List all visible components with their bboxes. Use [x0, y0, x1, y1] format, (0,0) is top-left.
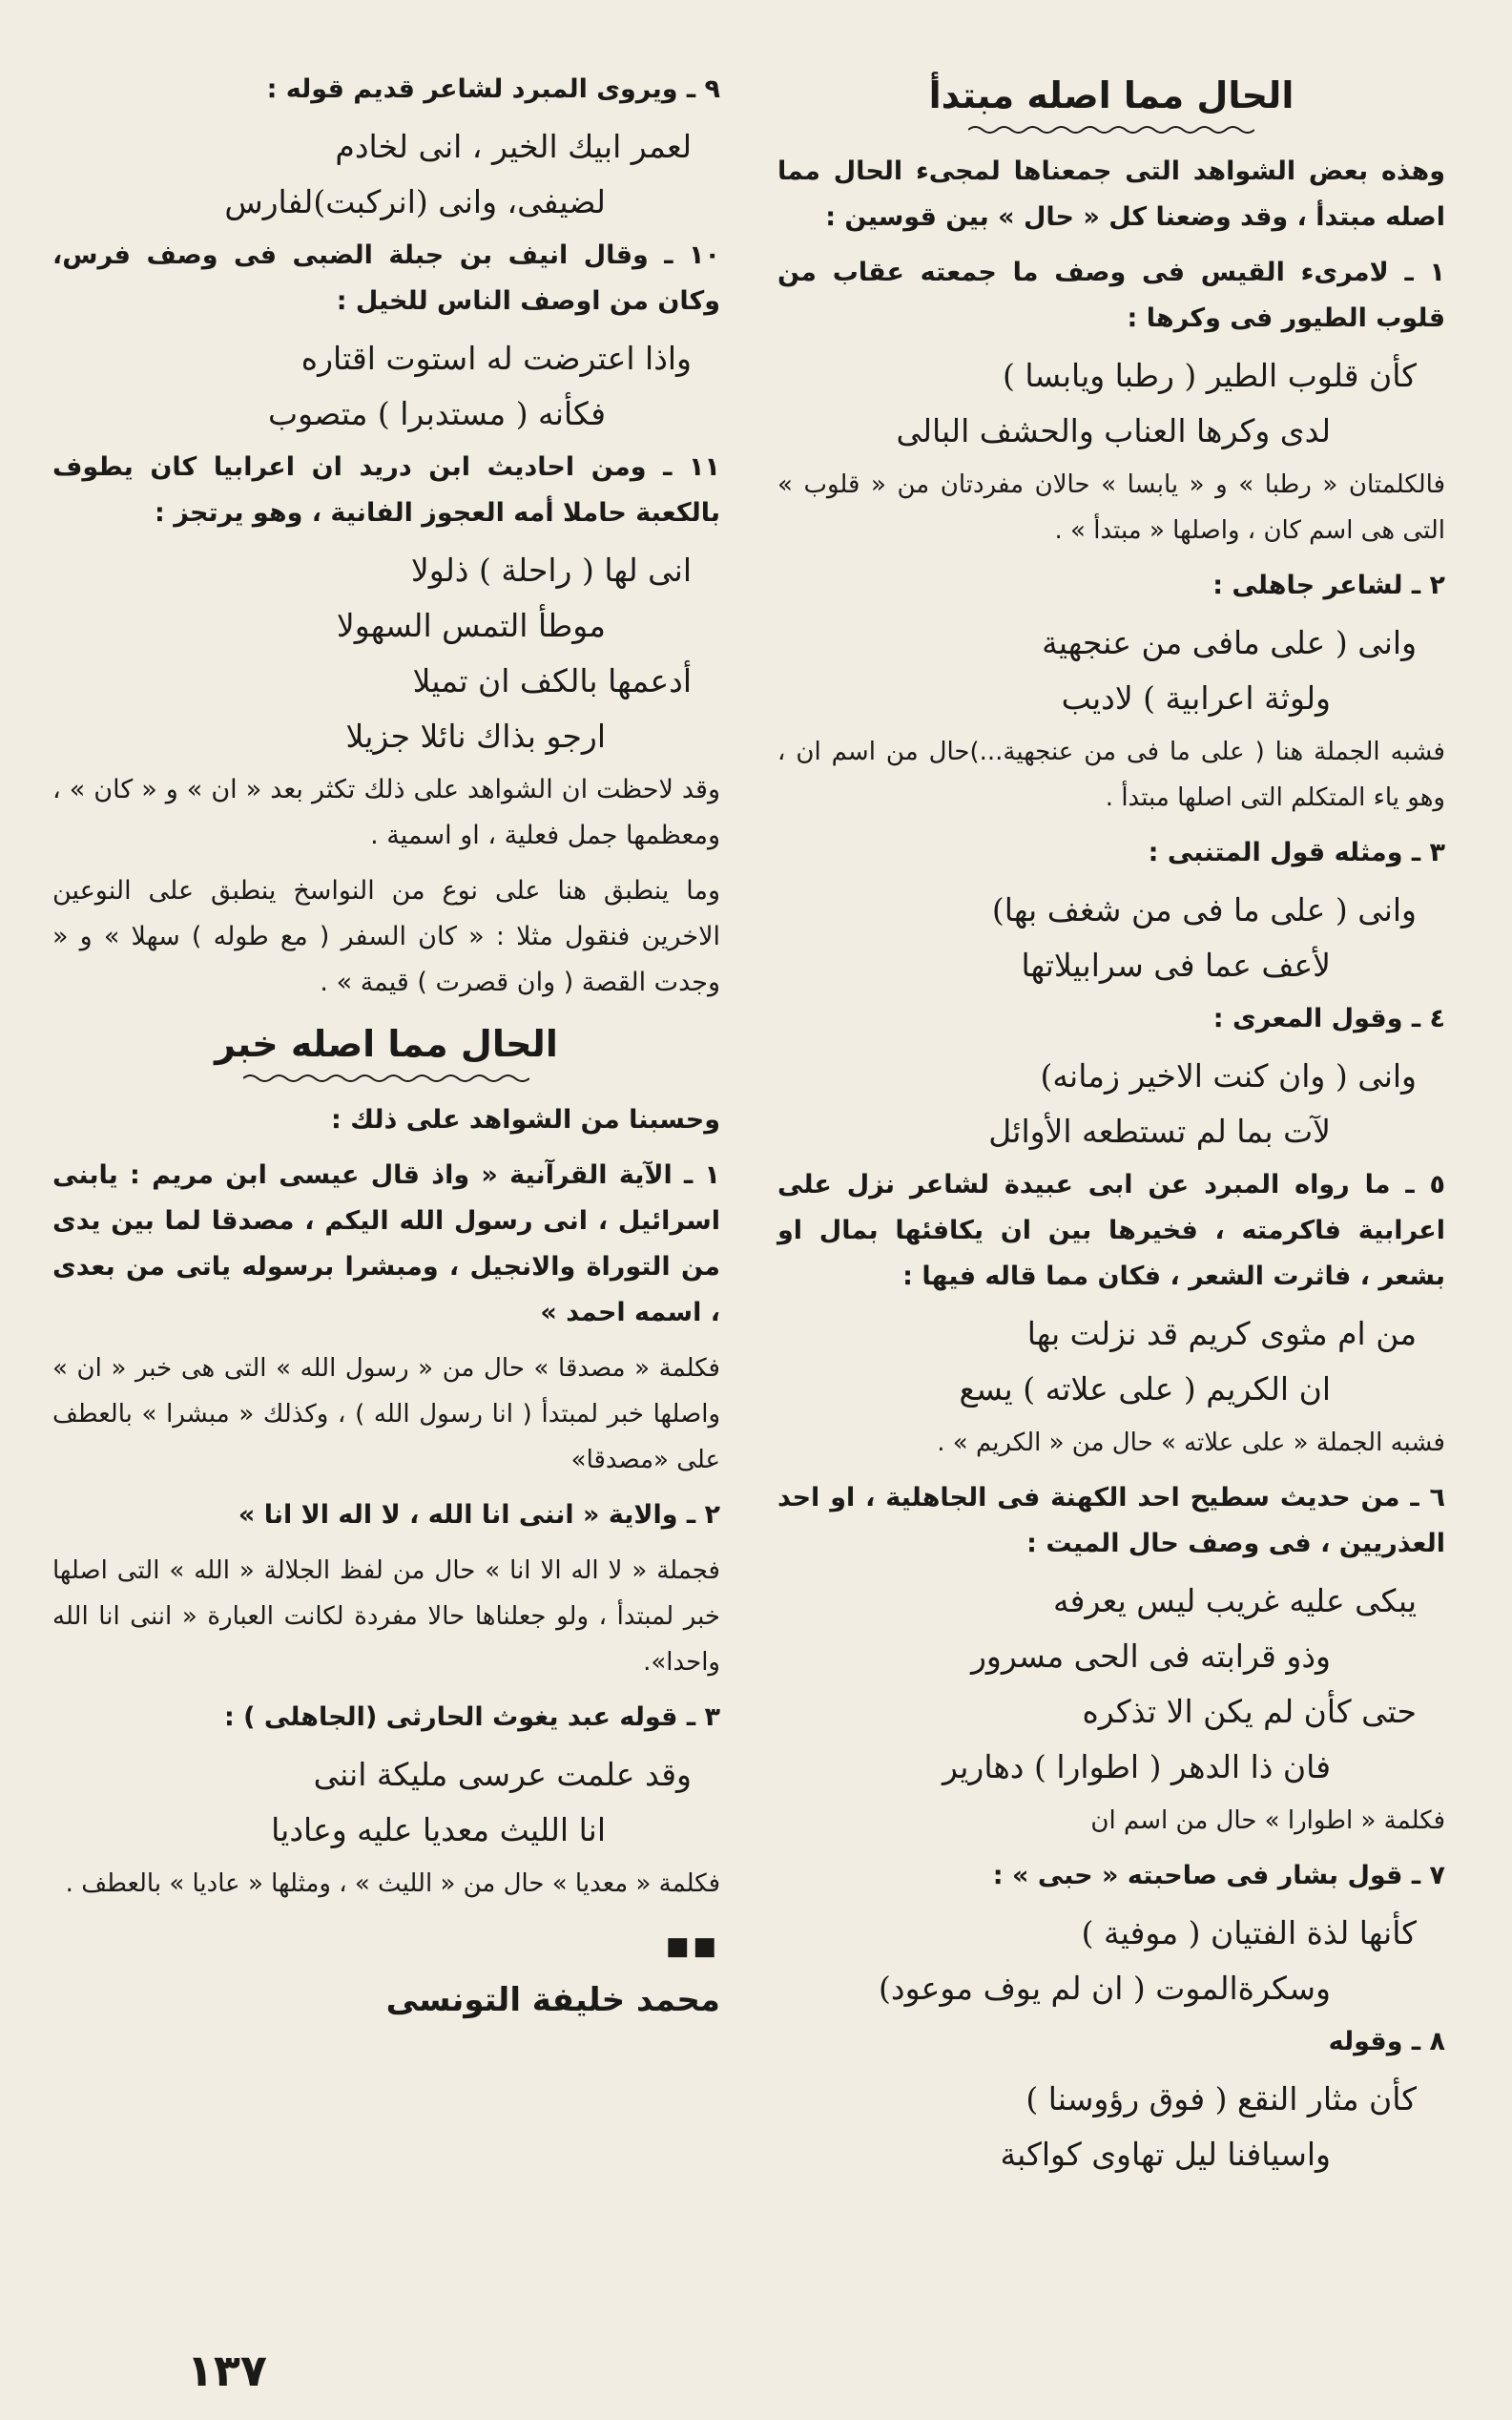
- example-item: [777, 1162, 1445, 1466]
- right-items: [777, 250, 1445, 2180]
- verse-line: لدى وكرها العناب والحشف البالى: [896, 412, 1331, 449]
- left-items-khabar: [52, 1153, 720, 1907]
- verse-line: موطأ التمس السهولا: [336, 607, 606, 644]
- example-item: [52, 233, 720, 439]
- example-item: [777, 996, 1445, 1157]
- page-number: ١٣٧: [186, 2345, 267, 2396]
- example-item: [52, 67, 720, 227]
- right-column: [777, 67, 1445, 2185]
- intro2-paragraph: وحسبنا من الشواهد على ذلك :: [331, 1105, 720, 1135]
- verse-line: واذا اعترضت له استوت اقتاره: [300, 340, 692, 377]
- example-lead: ١ ـ الآية القرآنية « واذ قال عيسى ابن مريم : يابنى اسرائيل ، انى رسول الله اليكم ، مصدقا لما بين يدى من التوراة والانجيل ، ومبشرا برسوله ياتى من بعدى ، اسمه احمد »: [52, 1160, 720, 1327]
- verse-line: كأن مثار النقع ( فوق رؤوسنا ): [1025, 2080, 1417, 2118]
- section-title-khabar: الحال مما اصله خبر: [215, 1023, 558, 1065]
- example-item: [777, 2019, 1445, 2180]
- verse-line: فكأنه ( مستدبرا ) متصوب: [268, 395, 606, 432]
- verse-line: كأن قلوب الطير ( رطبا ويابسا ): [1002, 357, 1417, 394]
- example-lead: ٧ ـ قول بشار فى صاحبته « حبى » :: [992, 1861, 1445, 1890]
- example-lead: ٢ ـ لشاعر جاهلى :: [1212, 571, 1445, 600]
- verse-line: وذو قرابته فى الحى مسرور: [970, 1638, 1331, 1675]
- example-lead: ٦ ـ من حديث سطيح احد الكهنة فى الجاهلية ، او احد العذريين ، فى وصف حال الميت :: [777, 1483, 1445, 1558]
- intro-paragraph: وهذه بعض الشواهد التى جمعناها لمجىء الحال مما اصله مبتدأ ، وقد وضعنا كل « حال » بين قوسين :: [777, 156, 1445, 232]
- verse-line: وسكرةالموت ( ان لم يوف موعود): [879, 1970, 1331, 2007]
- example-lead: ٢ ـ والاية « اننى انا الله ، لا اله الا انا »: [238, 1500, 720, 1530]
- example-lead: ١ ـ لامرىء القيس فى وصف ما جمعته عقاب من قلوب الطيور فى وكرها :: [777, 258, 1445, 333]
- example-note: فكلمة « معديا » حال من « الليث » ، ومثلها « عاديا » بالعطف .: [65, 1869, 720, 1898]
- example-item: [52, 445, 720, 761]
- example-lead: ١٠ ـ وقال انيف بن جبلة الضبى فى وصف فرس، وكان من اوصف الناس للخيل :: [52, 240, 720, 316]
- verse-line: وقد علمت عرسى مليكة اننى: [313, 1756, 692, 1793]
- example-lead: ٣ ـ ومثله قول المتنبى :: [1148, 838, 1445, 867]
- verse-line: انا الليث معديا عليه وعاديا: [271, 1811, 606, 1848]
- verse-line: كأنها لذة الفتيان ( موفية ): [1081, 1914, 1417, 1951]
- example-item: [777, 830, 1445, 991]
- example-note: فالكلمتان « رطبا » و « يابسا » حالان مفردتان من « قلوب » التى هى اسم كان ، واصلها « مبتدأ » .: [777, 470, 1445, 545]
- verse-line: أدعمها بالكف ان تميلا: [412, 662, 692, 699]
- observation-paragraph: وقد لاحظت ان الشواهد على ذلك تكثر بعد « ان » و « كان » ، ومعظمها جمل فعلية ، او اسمية .: [52, 775, 720, 850]
- example-item: [52, 1492, 720, 1685]
- verse-line: واسيافنا ليل تهاوى كواكبة: [1000, 2136, 1331, 2173]
- verse-line: لعمر ابيك الخير ، انى لخادم: [335, 128, 692, 165]
- section-title-mubtada: الحال مما اصله مبتدأ: [928, 74, 1295, 116]
- author-signature: محمد خليفة التونسى: [385, 1981, 720, 2019]
- verse-line: وانى ( على ما فى من شغف بها): [991, 891, 1417, 928]
- example-lead: ٨ ـ وقوله: [1328, 2027, 1445, 2056]
- example-item: [777, 563, 1445, 821]
- verse-line: ان الكريم ( على علاته ) يسع: [959, 1370, 1331, 1408]
- left-column: [52, 67, 720, 2023]
- example-note: فكلمة « اطوارا » حال من اسم ان: [1090, 1806, 1445, 1835]
- verse-line: وانى ( على مافى من عنجهية: [1042, 624, 1417, 661]
- example-lead: ١١ ـ ومن احاديث ابن دريد ان اعرابيا كان يطوف بالكعبة حاملا أمه العجوز الفانية ، وهو يرتجز :: [52, 452, 720, 528]
- example-item: [52, 1695, 720, 1907]
- nawasikh-paragraph: وما ينطبق هنا على نوع من النواسخ ينطبق على النوعين الاخرين فنقول مثلا : « كان السفر ( مع طوله ) سهلا » و « وجدت القصة ( وان قصرت ) قيمة » .: [52, 876, 720, 997]
- verse-line: لآت بما لم تستطعه الأوائل: [988, 1113, 1331, 1150]
- example-lead: ٩ ـ ويروى المبرد لشاعر قديم قوله :: [266, 74, 720, 104]
- example-note: فشبه الجملة « على علاته » حال من « الكريم » .: [937, 1429, 1445, 1457]
- verse-line: من ام مثوى كريم قد نزلت بها: [1026, 1315, 1417, 1352]
- title-underline: [243, 1073, 529, 1084]
- example-item: [52, 1153, 720, 1483]
- left-items-top: [52, 67, 720, 761]
- verse-line: ولوثة اعرابية ) لاديب: [1061, 679, 1331, 717]
- verse-line: حتى كأن لم يكن الا تذكره: [1082, 1693, 1417, 1730]
- example-item: [777, 1853, 1445, 2013]
- verse-line: لأعف عما فى سرابيلاتها: [1021, 947, 1331, 984]
- example-item: [777, 250, 1445, 553]
- example-item: [777, 1475, 1445, 1844]
- verse-line: فان ذا الدهر ( اطوارا ) دهارير: [942, 1748, 1331, 1785]
- example-lead: ٥ ـ ما رواه المبرد عن ابى عبيدة لشاعر نزل على اعرابية فاكرمته ، فخيرها بين ان يكافئها بمال او بشعر ، فاثرت الشعر ، فكان مما قاله فيها :: [777, 1170, 1445, 1291]
- verse-line: لضيفى، وانى (انركبت)لفارس: [224, 183, 606, 220]
- example-lead: ٤ ـ وقول المعرى :: [1212, 1004, 1445, 1033]
- example-note: فشبه الجملة هنا ( على ما فى من عنجهية...)حال من اسم ان ، وهو ياء المتكلم التى اصلها مبتدأ .: [777, 738, 1445, 812]
- verse-line: وانى ( وان كنت الاخير زمانه): [1040, 1057, 1417, 1095]
- separator-marks: ■■: [665, 1932, 720, 1961]
- verse-line: ارجو بذاك نائلا جزيلا: [345, 718, 606, 755]
- example-note: فكلمة « مصدقا » حال من « رسول الله » التى هى خبر « ان » واصلها خبر لمبتدأ ( انا رسول الله ) ، وكذلك « مبشرا » بالعطف على «مصدقا»: [52, 1354, 720, 1474]
- verse-line: انى لها ( راحلة ) ذلولا: [410, 552, 692, 589]
- example-lead: ٣ ـ قوله عبد يغوث الحارثى (الجاهلى ) :: [223, 1702, 720, 1732]
- title-underline: [968, 124, 1254, 136]
- verse-line: يبكى عليه غريب ليس يعرفه: [1052, 1582, 1417, 1619]
- example-note: فجملة « لا اله الا انا » حال من لفظ الجلالة « الله » التى اصلها خبر لمبتدأ ، ولو جعلناها حالا مفردة لكانت العبارة « اننى انا الله واحدا».: [52, 1556, 720, 1677]
